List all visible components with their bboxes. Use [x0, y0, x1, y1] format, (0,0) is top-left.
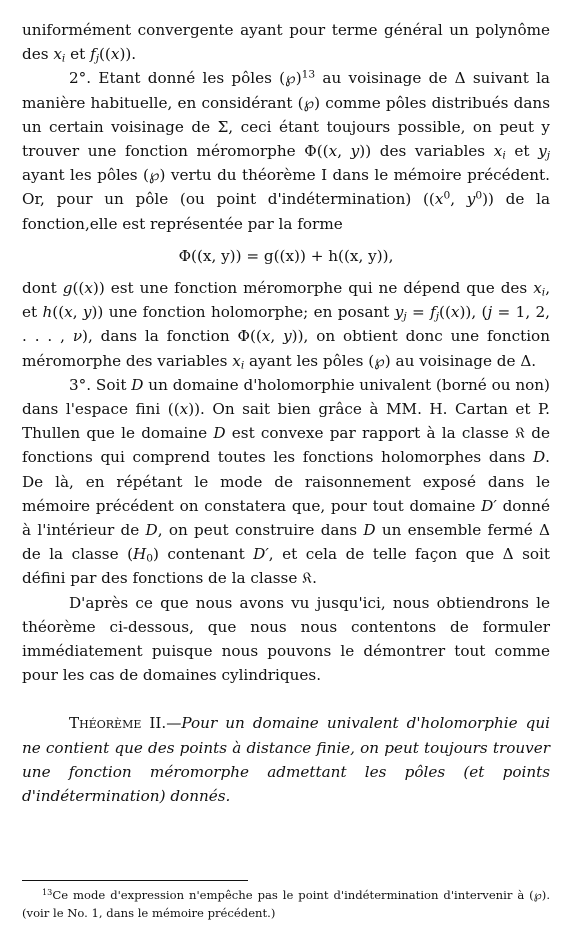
section-number: 2°.	[69, 69, 92, 88]
paragraph-4: D'après ce que nous avons vu jusqu'ici, nous obtiendrons le théorème ci-dessous, que nous nous contentons de formuler immédiatement puisque nous pouvons le démontrer tout comme pour les cas de domaines cylindriques.	[22, 593, 550, 685]
footnote-ref[interactable]: 13	[301, 68, 316, 82]
footnote	[22, 886, 550, 922]
footnote-mark: 13	[42, 886, 53, 897]
paragraph-2: 2°. Etant donné les pôles (℘)$^{13}$ au voisinage de Δ suivant la manière habituelle, en considérant (℘) comme pôles distribués dans un certain voisinage de Σ, ceci étant toujours possible, on peut y trouver une fonction méromorphe Φ((x, y)) des variables $x_i$ et $y_j$ ayant les pôles (℘) vertu du théorème I dans le mémoire précédent. Or, pour un pôle (ou point d'indétermination) (($x^0$, $y^0$)) de la fonction,elle est représentée par la forme	[22, 68, 551, 233]
display-equation: Φ((x, y)) = g((x)) + h((x, y)),	[178, 246, 394, 265]
theorem-2: Théorème II.—Pour un domaine univalent d'holomorphie qui ne contient que des points à distance finie, on peut toujours trouver une fonction méromorphe admettant les pôles (et points d'indétermination) donnés.	[22, 714, 550, 806]
section-number: 3°.	[69, 375, 92, 394]
paragraph-2-continued: dont g((x)) est une fonction méromorphe qui ne dépend que des $x_i$, et h((x, y)) une fonction holomorphe; en posant $y_j = f_j((x))$, (j = 1, 2, . . . , ν), dans la fonction Φ((x, y)), on obtient donc une fonction méromorphe des variables $x_i$ ayant les pôles (℘) au voisinage de Δ.	[22, 279, 551, 372]
footnote-rule	[22, 880, 248, 881]
theorem-label: Théorème II.	[69, 714, 167, 733]
page-body	[22, 18, 550, 808]
footnote-text: Ce mode d'expression n'empêche pas le point d'indétermination d'intervenir à (℘). (voir le No. 1, dans le mémoire précédent.)	[22, 888, 550, 920]
theorem-body: Pour un domaine univalent d'holomorphie qui ne contient que des points à distance finie, on peut toujours trouver une fonction méromorphe admettant les pôles (et points d'indétermination) donnés.	[22, 714, 550, 806]
paragraph-3: 3°. Soit D un domaine d'holomorphie univalent (borné ou non) dans l'espace fini ((x)). On sait bien grâce à MM. H. Cartan et P. Thullen que le domaine D est convexe par rapport à la classe 𝔎 de fonctions qui comprend toutes les fonctions holomorphes dans D. De là, en répétant le mode de raisonnement exposé dans le mémoire précédent on constatera que, pour tout domaine D′ donné à l'intérieur de D, on peut construire dans D un ensemble fermé Δ de la classe $(H_0)$ contenant D′, et cela de telle façon que Δ soit défini par des fonctions de la classe 𝔎.	[22, 375, 550, 588]
paragraph-continuation: uniformément convergente ayant pour terme général un polynôme des $x_i$ et $f_j((x))$.	[22, 21, 550, 65]
